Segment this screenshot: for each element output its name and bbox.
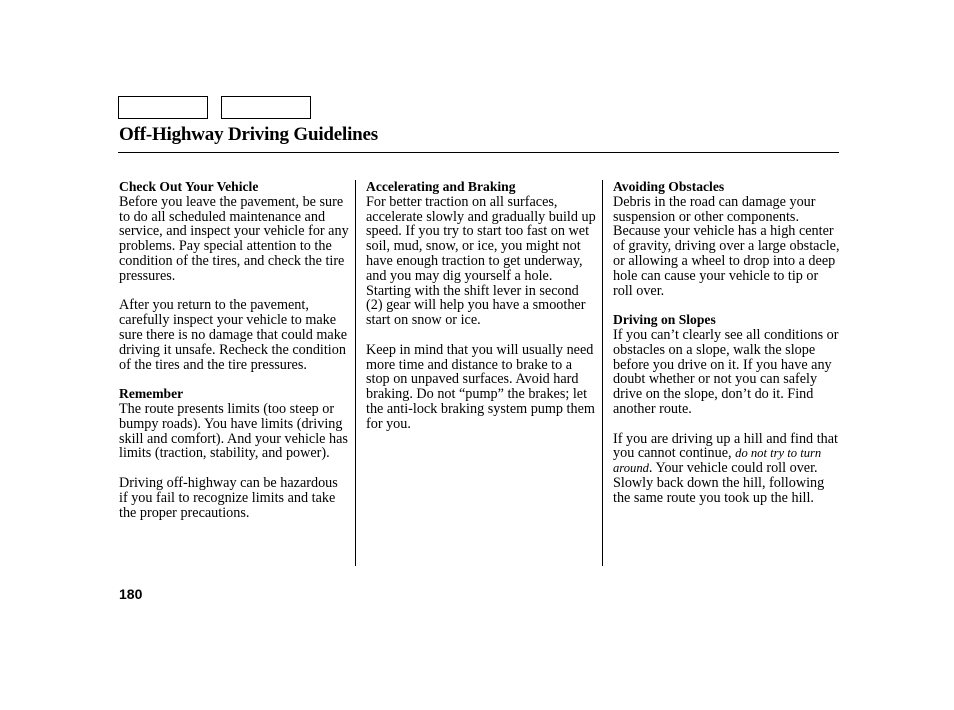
page-title: Off-Highway Driving Guidelines [119,124,378,145]
paragraph-debris: Debris in the road can damage your suspension or other components. Because your vehicle has a high center of gravity, driving over a large obstacle, or allowing a wheel to drop into a deep hole can cause your vehicle to tip or roll over. [613,193,840,299]
column-divider-1 [355,180,356,566]
title-rule [118,152,839,153]
column-1 [119,180,349,535]
hill-text-post: . Your vehicle could roll over. Slowly back down the hill, following the same route you took up the hill. [613,460,825,506]
paragraph-check-vehicle: Before you leave the pavement, be sure to do all scheduled maintenance and service, and inspect your vehicle for any problems. Pay special attention to the condition of the tires, and check the tire pressures. [119,193,349,284]
paragraph-traction: For better traction on all surfaces, accelerate slowly and gradually build up speed. If you try to start too fast on wet soil, mud, snow, or ice, you might not have enough traction to get underway, and you may dig yourself a hole. Starting with the shift lever in second (2) gear will help you have a smoother start on snow or ice. [366,193,596,329]
column-3 [613,180,841,520]
nav-box-1[interactable] [118,96,208,119]
hill-text-pre: If you are driving up a hill and find that you cannot continue, [613,430,838,462]
heading-accelerating-braking: Accelerating and Braking [366,179,516,194]
nav-box-2[interactable] [221,96,311,119]
heading-avoiding-obstacles: Avoiding Obstacles [613,179,725,194]
paragraph-hill [613,432,841,506]
heading-check-out-vehicle: Check Out Your Vehicle [119,179,259,194]
heading-remember: Remember [119,386,184,402]
column-divider-2 [602,180,603,566]
paragraph-braking: Keep in mind that you will usually need more time and distance to brake to a stop on unpaved surfaces. Avoid hard braking. Do not “pump” the brakes; let the anti-lock braking system pump them for you. [366,341,595,432]
column-2 [366,180,598,446]
hill-warning-italic: do not try to turn around [613,446,822,476]
page-number: 180 [119,586,143,602]
paragraph-hazardous: Driving off-highway can be hazardous if you fail to recognize limits and take the proper precautions. [119,474,338,521]
paragraph-slopes: If you can’t clearly see all conditions or obstacles on a slope, walk the slope before you drive on it. If you have any doubt whether or not you can safely drive on the slope, don’t do it. Find another route. [613,326,839,417]
paragraph-after-pavement: After you return to the pavement, carefully inspect your vehicle to make sure there is no damage that could make driving it unsafe. Recheck the condition of the tires and the tire pressures. [119,297,348,373]
paragraph-limits: The route presents limits (too steep or bumpy roads). You have limits (driving skill and comfort). And your vehicle has limits (traction, stability, and power). [119,400,348,462]
heading-driving-slopes: Driving on Slopes [613,312,716,328]
